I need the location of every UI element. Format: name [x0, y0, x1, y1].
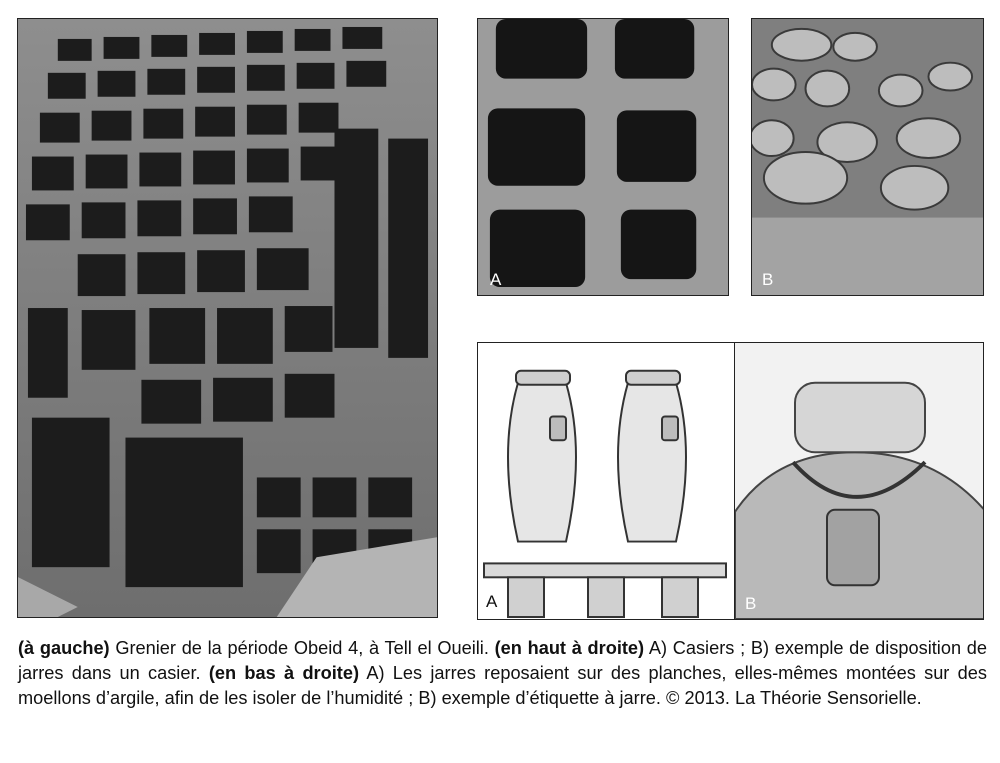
jars-on-planks-drawing [478, 343, 734, 619]
caption-top-right-heading: (en haut à droite) [494, 638, 645, 658]
drawing-b-label: B [745, 594, 757, 613]
jars-in-cell-photo [751, 18, 984, 296]
caption-left-heading: (à gauche) [18, 638, 110, 658]
granary-photo [17, 18, 438, 618]
jar-label-drawing [734, 343, 984, 619]
caption-left-text: Grenier de la période Obeid 4, à Tell el Oueili. [109, 638, 495, 658]
caption-bottom-right-heading: (en bas à droite) [208, 663, 360, 683]
caption-top-right-text: A) Casiers ; B) exemple de disposition de jarres dans un casier. [18, 638, 987, 683]
photo-b-label: B [762, 270, 774, 289]
cells-closeup-photo [477, 18, 729, 296]
figure-caption [18, 636, 987, 711]
photo-a-label: A [490, 270, 502, 289]
jar-drawings [477, 342, 984, 620]
drawing-a-label: A [486, 592, 498, 611]
caption-bottom-right-text: A) Les jarres reposaient sur des planches, elles-mêmes montées sur des moellons d’argile, afin de les isoler de l’humidité ; B) exemple d’étiquette à jarre. © 2013. La Théorie Sensorielle. [18, 663, 987, 708]
